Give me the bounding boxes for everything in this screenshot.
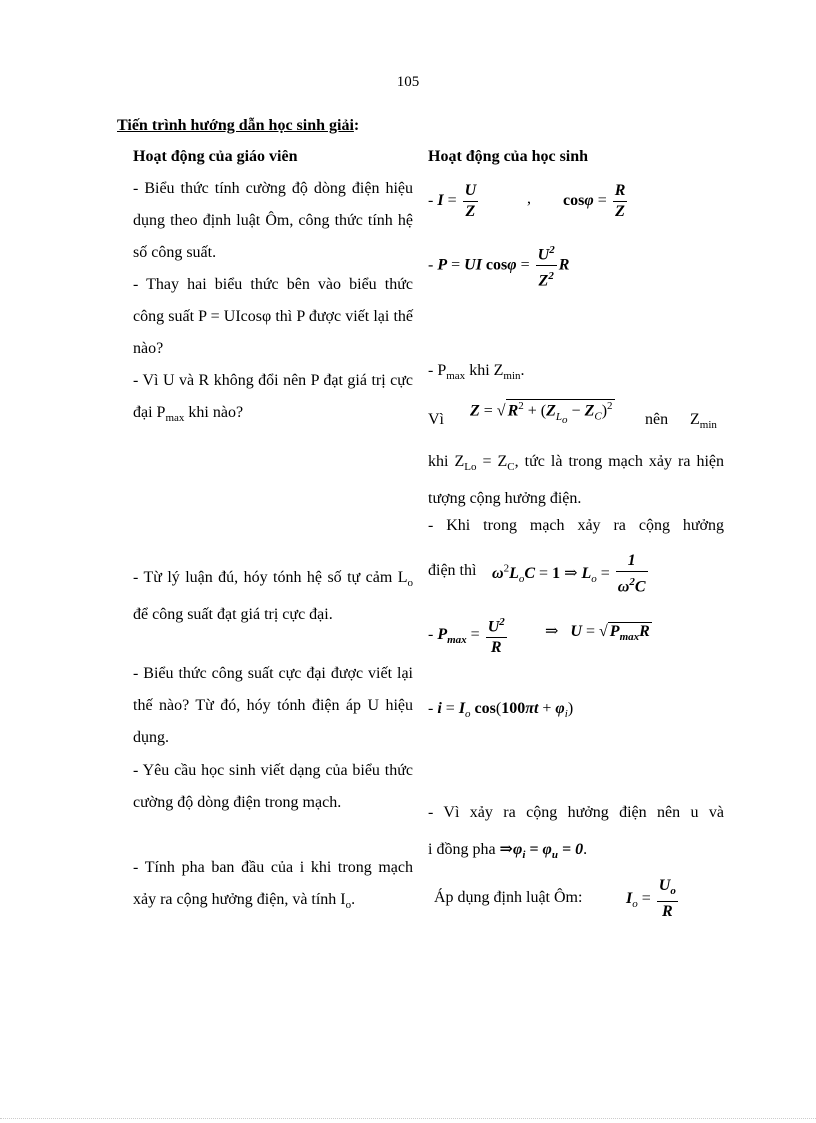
vi-xay-ra-text: - Vì xảy ra cộng hưởng điện nên u và (428, 804, 724, 821)
page-number: 105 (396, 74, 420, 90)
formula-pmax: - $P_{max}$ = $\frac{U^2}{R}$ (428, 612, 509, 658)
pmax-period: . (520, 362, 525, 379)
teacher-step-4-tail: để công suất đạt giá trị cực đại. (133, 606, 333, 624)
formula-io: $I_o$ = $\frac{U_o}{R}$ (626, 877, 676, 921)
i-dong-pha-text: i đồng pha (428, 841, 496, 858)
teacher-step-7-tail: . (351, 891, 356, 908)
section-heading-text: Tiến trình hướng dẫn học sinh giải (117, 117, 354, 134)
khi-sub-2: C (507, 461, 515, 474)
formula-power: - P = UI cosφ = $\frac{U^2}{Z^2}$ R (428, 240, 569, 292)
teacher-step-2: - Thay hai biểu thức bên vào biểu thức công suất P = UIcosφ thì P được viết lại thế nào? (133, 276, 413, 357)
khi-sub: Lo (464, 461, 477, 474)
formula-phase: $\Rightarrow\varphi_i = \varphi_u = 0$ (499, 841, 584, 862)
formula-current: - $i = I_o$ $\cos(100\pi t + \varphi_i)$ (428, 700, 574, 721)
teacher-step-3-text: - Vì U và R không đổi nên P đạt giá trị cực đại P (133, 372, 413, 421)
teacher-step-7-sub: o (345, 899, 352, 912)
ap-dung-label: Áp dụng định luật Ôm: (434, 889, 583, 906)
teacher-step-4-text: - Từ lý luận đú, hóy tónh hệ số tự cảm L (133, 569, 408, 586)
formula-separator: , (527, 190, 531, 207)
nen-label: nên (645, 411, 669, 428)
resonance-explanation (428, 446, 724, 515)
teacher-step-4 (133, 562, 413, 631)
heading-colon: : (353, 117, 360, 134)
student-column-header: Hoạt động của học sinh (428, 148, 589, 165)
phase-line: i đồng pha $\Rightarrow\varphi_i = \varphi_u = 0$. (428, 841, 588, 862)
pmax-condition (428, 362, 525, 382)
pmax-text-2: khi Z (465, 362, 504, 379)
khi-text: khi Z (428, 453, 465, 470)
teacher-step-7-text: - Tính pha ban đầu của i khi trong mạch xảy ra cộng hưởng điện, và tính I (133, 859, 413, 908)
teacher-step-3-tail: khi nào? (184, 404, 244, 421)
page-bottom-border (0, 1118, 816, 1119)
teacher-step-7 (133, 852, 413, 921)
khi-text-3: , tức là trong mạch xảy ra hiện tượng cộng hưởng điện. (428, 453, 725, 508)
zmin-text-sub: min (699, 419, 717, 432)
teacher-step-3-sub: max (165, 412, 185, 425)
khi-text-2: = Z (476, 453, 508, 470)
dien-thi-label: điện thì (428, 562, 477, 579)
pmax-sub: max (446, 370, 466, 383)
teacher-column-header: Hoạt động của giáo viên (133, 148, 298, 165)
teacher-step-6: - Yêu cầu học sinh viết dạng của biểu thức cường độ dòng điện trong mạch. (133, 762, 413, 811)
teacher-step-4-sub: o (407, 577, 413, 590)
zmin-sub: min (503, 370, 521, 383)
formula-resonance: $\omega^2L_oC = 1$ ⇒ $L_o$ = $\frac{1}{\omega^2C}$ (492, 552, 646, 596)
teacher-step-5: - Biểu thức công suất cực đại được viết lại thế nào? Từ đó, hóy tónh điện áp U hiệu dụng. (133, 665, 413, 746)
formula-voltage: ⇒ U = √ $P_{max}R$ (545, 623, 650, 644)
khi-trong-text: - Khi trong mạch xảy ra cộng hưởng (428, 517, 724, 534)
vi-label: Vì (428, 411, 444, 428)
zmin-text: Z (690, 411, 700, 428)
formula-ohm-law: - I = $\frac{U}{Z}$ (428, 182, 477, 220)
pmax-text: - P (428, 362, 447, 379)
formula-power-factor: cosφ = $\frac{R}{Z}$ (563, 182, 626, 220)
formula-impedance: Z = √ $R^2 + (Z_{L_o} - Z_C)^2$ (470, 400, 613, 426)
zmin-label (690, 411, 717, 431)
teacher-step-1: - Biểu thức tính cường độ dòng điện hiệu dụng theo định luật Ôm, công thức tính hệ số công suất. (133, 180, 413, 261)
section-heading (117, 117, 359, 135)
teacher-step-3 (133, 365, 413, 434)
